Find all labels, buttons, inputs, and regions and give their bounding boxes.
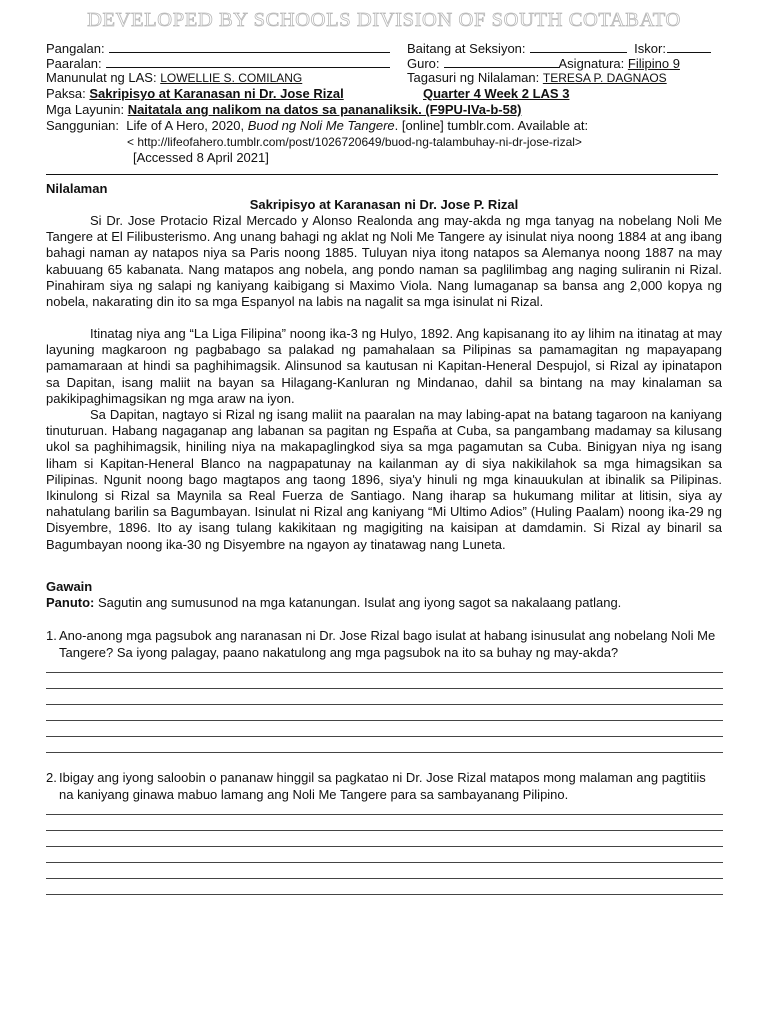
article-title: Sakripisyo at Karanasan ni Dr. Jose P. Rizal [249, 197, 519, 212]
quarter-label: Quarter 4 Week 2 LAS 3 [423, 86, 570, 101]
sanggunian-label: Sanggunian: [46, 118, 120, 133]
answer-line-2-5[interactable] [46, 878, 723, 879]
pangalan-field[interactable] [109, 40, 390, 53]
paksa-row [46, 86, 344, 102]
tagasuri-row [407, 70, 667, 86]
answer-line-1-6[interactable] [46, 752, 723, 753]
answer-line-2-1[interactable] [46, 814, 723, 815]
sanggunian-source: Life of A Hero, 2020, [126, 118, 245, 133]
paragraph-2: Itinatag niya ang “La Liga Filipina” noong ika-3 ng Hulyo, 1892. Ang kapisanang ito ay lihim na itinatag at may layuning magkaroon ng pagbabago sa palakad ng pamahalaan sa Pilipinas sa pamamagitan ng mapayapang pamamaraan at hindi sa paghihimagsik. Alinsunod sa kautusan ni Kapitan-Heneral Despujol, si Rizal ay ipinatapon sa Dapitan, isang maliit na bayan sa Hilagang-Kanluran ng Mindanao, dahil sa bintang na may kinalaman sa pakikipaghimagsikan ng mga araw na iyon. [46, 326, 722, 406]
question-2-text: Ibigay ang iyong saloobin o pananaw hinggil sa pagkatao ni Dr. Jose Rizal matapos mong malaman ang pagtitiis na kaniyang ginawa mabuo lamang ang Noli Me Tangere para sa sambayanang Pilipino. [59, 770, 706, 802]
answer-line-2-3[interactable] [46, 846, 723, 847]
answer-line-1-5[interactable] [46, 736, 723, 737]
panuto-text: Sagutin ang sumusunod na mga katanungan. Isulat ang iyong sagot sa nakalaang patlang. [98, 595, 622, 610]
layunin-label: Mga Layunin: [46, 102, 125, 117]
paragraph-1: Si Dr. Jose Protacio Rizal Mercado y Alonso Realonda ang may-akda ng mga tanyag na nobelang Noli Me Tangere at El Filibusterismo. Ang unang bahagi ng aklat ng Noli Me Tangere ay isinulat niya noong 1884 at ang ibang bahagi naman ay natapos niya sa Paris noong 1885. Tuluyan niya itong natapos sa Alemanya noong 1887 na may kabuuang 65 kabanata. Nang matapos ang nobela, ang pondo naman sa paglilimbag ang naging suliranin ni Rizal. Pinahiram siya ng salapi ng kaniyang kaibigang si Maximo Viola. Nang lumaganap sa bansa ang 2,000 kopya ng nobela, nakarating din ito sa mga Espanyol na labis na nagalit sa mga isinulat ni Rizal. [46, 213, 722, 310]
sanggunian-row [46, 118, 588, 134]
guro-label: Guro: [407, 56, 440, 71]
paragraph-3: Sa Dapitan, nagtayo si Rizal ng isang maliit na paaralan na may labing-apat na batang tagaroon na kaniyang tinuturuan. Habang nagaganap ang labanan sa pagitan ng España at Cuba, sa pangambang madamay sa kilusang ukol sa paghihimagsik, hiniling niya na makapaglingkod siya sa mga pagamutan sa Cuba. Binigyan niya ng isang liham si Kapitan-Heneral Blanco na nagpapatunay na kailanman ay di siya nakikilahok sa mga himagsikan sa Pilipinas. Ngunit noong bago magtapos ang taong 1896, siya'y hinuli ng mga kinauukulan at ibinalik sa Pilipinas. Ikinulong si Rizal sa Maynila sa Real Fuerza de Santiago. Nang iharap sa hukumang militar at litisin, siya ay nahatulang barilin sa Bagumbayan. Isinulat ni Rizal ang kaniyang “Mi Ultimo Adios” (Huling Paalam) noong ika-29 ng Disyembre, 1896. Ito ay isang tulang kakikitaan ng magigiting na kaisipan at damdamin. Si Rizal ay binaril sa Bagumbayan noong ika-30 ng Disyembre na ngayon ay tinatawag nang Luneta. [46, 407, 722, 552]
baitang-label: Baitang at Seksiyon: [407, 41, 526, 56]
division-watermark: DEVELOPED BY SCHOOLS DIVISION OF SOUTH COTABATO [87, 9, 681, 31]
paaralan-label: Paaralan: [46, 56, 102, 71]
tagasuri-label: Tagasuri ng Nilalaman: [407, 70, 540, 85]
paaralan-field[interactable] [106, 55, 390, 68]
layunin-value: Naitatala ang nalikom na datos sa pananaliksik. (F9PU-IVa-b-58) [127, 102, 522, 117]
gawain-heading: Gawain [46, 579, 93, 594]
question-2 [46, 769, 722, 803]
sanggunian-url[interactable]: < http://lifeofahero.tumblr.com/post/102672064​9/buod-ng-talambuhay-ni-dr-jose-rizal> [127, 135, 582, 149]
panuto-row [46, 595, 621, 611]
manunulat-row [46, 70, 302, 86]
sanggunian-availability: . [online] tumblr.com. Available at: [394, 118, 589, 133]
answer-line-2-2[interactable] [46, 830, 723, 831]
question-1 [46, 627, 722, 661]
asignatura-label: Asignatura: [558, 56, 625, 71]
answer-line-1-2[interactable] [46, 688, 723, 689]
answer-line-2-6[interactable] [46, 894, 723, 895]
asignatura-value: Filipino 9 [627, 56, 680, 71]
baitang-field[interactable] [530, 40, 627, 53]
manunulat-value: LOWELLIE S. COMILANG [160, 71, 303, 85]
tagasuri-value: TERESA P. DAGNAOS [542, 71, 667, 85]
paksa-label: Paksa: [46, 86, 86, 101]
panuto-label: Panuto: [46, 595, 95, 610]
answer-line-1-3[interactable] [46, 704, 723, 705]
answer-line-2-4[interactable] [46, 862, 723, 863]
question-2-number: 2. [46, 770, 57, 785]
header-divider [46, 174, 718, 175]
paksa-value: Sakripisyo at Karanasan ni Dr. Jose Rizal [89, 86, 344, 101]
question-1-text: Ano-anong mga pagsubok ang naranasan ni Dr. Jose Rizal bago isulat at habang isinusulat ang nobelang Noli Me Tangere? Sa iyong palagay, paano nakatulong ang mga pagsubok na ito sa buhay ng may-akda? [59, 628, 716, 660]
sanggunian-title: Buod ng Noli Me Tangere [247, 118, 395, 133]
answer-line-1-1[interactable] [46, 672, 723, 673]
question-1-number: 1. [46, 628, 57, 643]
iskor-field[interactable] [667, 40, 711, 53]
pangalan-label: Pangalan: [46, 41, 105, 56]
iskor-label: Iskor: [634, 41, 666, 56]
answer-line-1-4[interactable] [46, 720, 723, 721]
guro-field[interactable] [444, 55, 559, 68]
layunin-row [46, 102, 521, 118]
nilalaman-heading: Nilalaman [46, 181, 108, 196]
manunulat-label: Manunulat ng LAS: [46, 70, 157, 85]
sanggunian-accessed: [Accessed 8 April 2021] [133, 150, 269, 165]
